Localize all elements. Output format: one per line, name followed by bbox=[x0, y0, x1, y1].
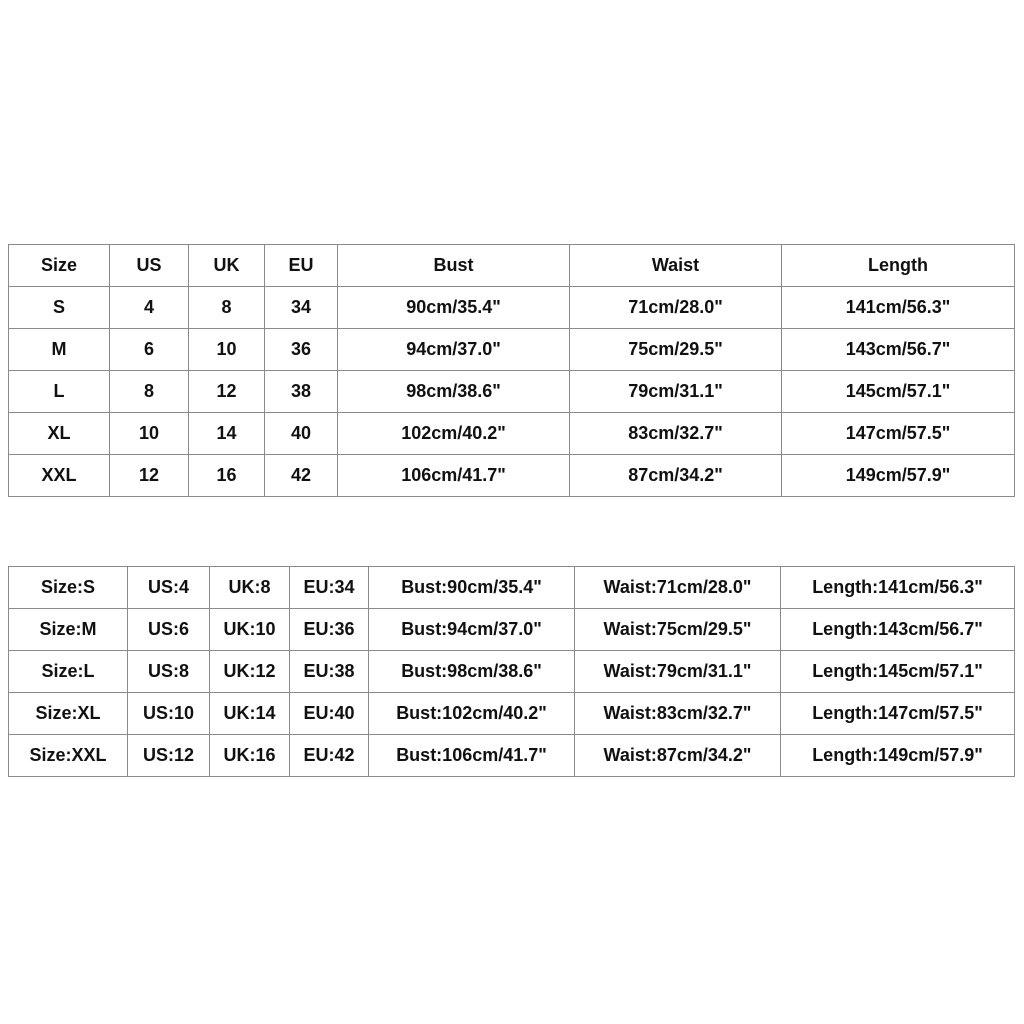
table-cell: Bust:94cm/37.0" bbox=[369, 609, 575, 651]
table-cell: XL bbox=[9, 413, 110, 455]
table-cell: 145cm/57.1" bbox=[782, 371, 1015, 413]
header-cell: Size bbox=[9, 245, 110, 287]
table-cell: UK:16 bbox=[210, 735, 290, 777]
table-cell: 14 bbox=[189, 413, 265, 455]
table-row bbox=[9, 413, 1015, 455]
table-cell: 102cm/40.2" bbox=[338, 413, 570, 455]
header-cell: Length bbox=[782, 245, 1015, 287]
table-cell: 4 bbox=[110, 287, 189, 329]
table-cell: Size:M bbox=[9, 609, 128, 651]
table-cell: US:4 bbox=[128, 567, 210, 609]
table-row bbox=[9, 651, 1015, 693]
table-cell: 36 bbox=[265, 329, 338, 371]
size-chart-table bbox=[8, 244, 1015, 497]
table-cell: Bust:106cm/41.7" bbox=[369, 735, 575, 777]
table-cell: Size:XL bbox=[9, 693, 128, 735]
table-cell: 143cm/56.7" bbox=[782, 329, 1015, 371]
table-cell: 94cm/37.0" bbox=[338, 329, 570, 371]
table-row bbox=[9, 609, 1015, 651]
table-cell: 6 bbox=[110, 329, 189, 371]
size-chart-labeled-table bbox=[8, 566, 1015, 777]
table-cell: 8 bbox=[189, 287, 265, 329]
table-cell: US:6 bbox=[128, 609, 210, 651]
table-cell: Size:S bbox=[9, 567, 128, 609]
table-cell: 10 bbox=[110, 413, 189, 455]
table-cell: 12 bbox=[189, 371, 265, 413]
table-cell: Waist:79cm/31.1" bbox=[575, 651, 781, 693]
table-cell: 42 bbox=[265, 455, 338, 497]
table-cell: M bbox=[9, 329, 110, 371]
table-cell: EU:34 bbox=[290, 567, 369, 609]
table-cell: EU:42 bbox=[290, 735, 369, 777]
header-cell: Waist bbox=[570, 245, 782, 287]
table-cell: 106cm/41.7" bbox=[338, 455, 570, 497]
table-cell: Bust:102cm/40.2" bbox=[369, 693, 575, 735]
header-cell: Bust bbox=[338, 245, 570, 287]
table-cell: 149cm/57.9" bbox=[782, 455, 1015, 497]
table-cell: 34 bbox=[265, 287, 338, 329]
table-cell: Length:143cm/56.7" bbox=[781, 609, 1015, 651]
table-cell: Length:141cm/56.3" bbox=[781, 567, 1015, 609]
table-row bbox=[9, 735, 1015, 777]
table-cell: 98cm/38.6" bbox=[338, 371, 570, 413]
header-cell: US bbox=[110, 245, 189, 287]
table-cell: UK:8 bbox=[210, 567, 290, 609]
table-cell: US:8 bbox=[128, 651, 210, 693]
header-cell: UK bbox=[189, 245, 265, 287]
header-cell: EU bbox=[265, 245, 338, 287]
table-cell: 141cm/56.3" bbox=[782, 287, 1015, 329]
table-cell: 90cm/35.4" bbox=[338, 287, 570, 329]
table-cell: S bbox=[9, 287, 110, 329]
table-row bbox=[9, 329, 1015, 371]
table-cell: Waist:75cm/29.5" bbox=[575, 609, 781, 651]
table-cell: Bust:98cm/38.6" bbox=[369, 651, 575, 693]
table-cell: UK:12 bbox=[210, 651, 290, 693]
table-cell: L bbox=[9, 371, 110, 413]
table-cell: 38 bbox=[265, 371, 338, 413]
table-cell: Waist:83cm/32.7" bbox=[575, 693, 781, 735]
table-cell: Size:L bbox=[9, 651, 128, 693]
table-cell: UK:14 bbox=[210, 693, 290, 735]
table-cell: EU:40 bbox=[290, 693, 369, 735]
table-row bbox=[9, 287, 1015, 329]
table-row bbox=[9, 455, 1015, 497]
table-cell: Bust:90cm/35.4" bbox=[369, 567, 575, 609]
table-header-row bbox=[9, 245, 1015, 287]
table-cell: 8 bbox=[110, 371, 189, 413]
table-cell: US:12 bbox=[128, 735, 210, 777]
table-cell: Length:149cm/57.9" bbox=[781, 735, 1015, 777]
table-cell: 147cm/57.5" bbox=[782, 413, 1015, 455]
table-cell: 87cm/34.2" bbox=[570, 455, 782, 497]
table-cell: Length:147cm/57.5" bbox=[781, 693, 1015, 735]
table-cell: Waist:71cm/28.0" bbox=[575, 567, 781, 609]
table-cell: Size:XXL bbox=[9, 735, 128, 777]
table-cell: 83cm/32.7" bbox=[570, 413, 782, 455]
table-cell: UK:10 bbox=[210, 609, 290, 651]
table-cell: 79cm/31.1" bbox=[570, 371, 782, 413]
table-cell: XXL bbox=[9, 455, 110, 497]
table-cell: Length:145cm/57.1" bbox=[781, 651, 1015, 693]
table-cell: Waist:87cm/34.2" bbox=[575, 735, 781, 777]
table-row bbox=[9, 567, 1015, 609]
table-cell: US:10 bbox=[128, 693, 210, 735]
table-cell: 12 bbox=[110, 455, 189, 497]
table-cell: 10 bbox=[189, 329, 265, 371]
table-cell: EU:38 bbox=[290, 651, 369, 693]
table-cell: 16 bbox=[189, 455, 265, 497]
table-row bbox=[9, 371, 1015, 413]
table-cell: 71cm/28.0" bbox=[570, 287, 782, 329]
table-cell: EU:36 bbox=[290, 609, 369, 651]
table-cell: 75cm/29.5" bbox=[570, 329, 782, 371]
table-row bbox=[9, 693, 1015, 735]
table-cell: 40 bbox=[265, 413, 338, 455]
